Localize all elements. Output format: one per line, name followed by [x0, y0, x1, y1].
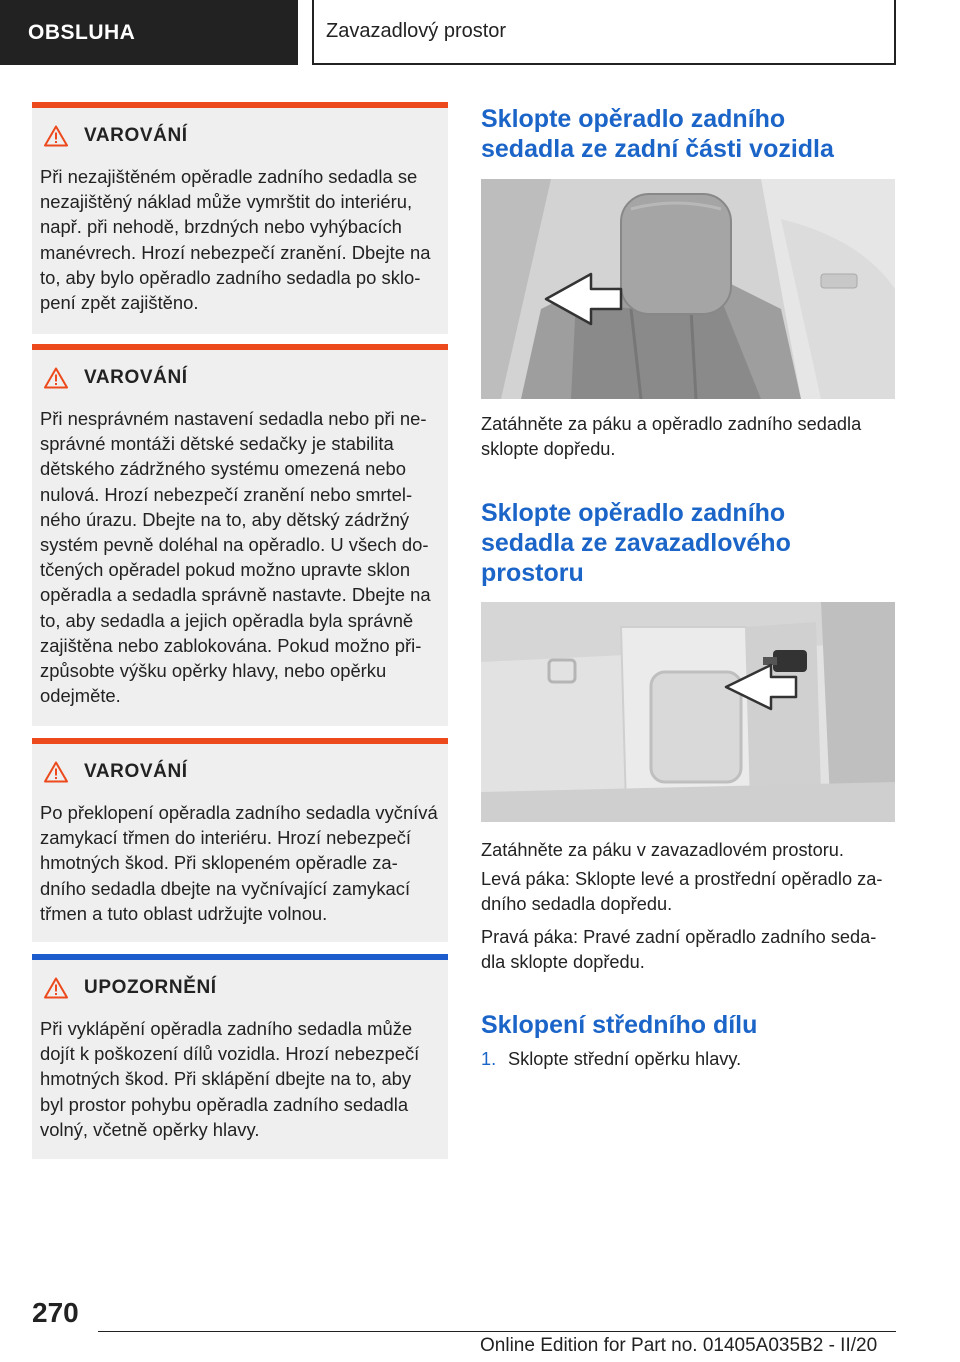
notice-line: hmotných škod. Při sklápění dbejte na to, aby	[40, 1068, 412, 1090]
heading-line: sedadla ze zadní části vozidla	[481, 135, 834, 163]
warning-heading	[32, 350, 448, 406]
warning-line: dětského zádržného systému omezená nebo	[40, 458, 406, 480]
warning-line: nezajištěný náklad může vymrštit do interiéru,	[40, 191, 413, 213]
warning-triangle-icon	[44, 367, 68, 389]
notice-line: volný, včetně opěrky hlavy.	[40, 1118, 260, 1140]
section-label	[0, 0, 298, 65]
section-label-text: OBSLUHA	[28, 20, 136, 44]
instruction-4	[481, 925, 901, 975]
notice-heading-text: UPOZORNĚNÍ	[84, 977, 217, 998]
heading-line: Sklopení středního dílu	[481, 1011, 758, 1039]
instruction-line: dla sklopte dopředu.	[481, 952, 645, 972]
page-number: 270	[32, 1297, 79, 1328]
warning-line: manévrech. Hrozí nebezpečí zranění. Dbejte na	[40, 241, 431, 263]
instruction-line: Zatáhněte za páku a opěradlo zadního sedadla	[481, 414, 862, 434]
notice-text	[32, 1016, 448, 1142]
warning-line: způsobte výšku opěrky hlavy, nebo opěrku	[40, 660, 387, 682]
warning-line: správné montáži dětské sedačky je stabilita	[40, 433, 394, 455]
warning-line: pení zpět zajištěno.	[40, 292, 199, 314]
warning-line: tčených opěradel pokud možno upravte sklon	[40, 559, 411, 581]
instruction-line: Zatáhněte za páku v zavazadlovém prostoru.	[481, 840, 844, 860]
heading-line: Sklopte opěradlo zadního	[481, 105, 786, 133]
notice-box	[32, 954, 448, 1159]
instruction-2	[481, 838, 901, 863]
headrest-illustration	[481, 179, 895, 399]
notice-line: byl prostor pohybu opěradla zadního sedadla	[40, 1093, 409, 1115]
warning-box-2	[32, 344, 448, 726]
warning-line: odejměte.	[40, 685, 121, 707]
warning-heading	[32, 744, 448, 800]
heading-line: sedadla ze zavazadlového	[481, 529, 791, 557]
section-heading-2	[481, 498, 901, 588]
warning-line: to, aby sedadla a jejich opěradla byla správně	[40, 609, 414, 631]
trunk-illustration	[481, 602, 895, 822]
instruction-3	[481, 867, 901, 917]
notice-triangle-icon	[44, 977, 68, 999]
footer-divider	[98, 1331, 896, 1332]
warning-line: třmen a tuto oblast udržujte volnou.	[40, 902, 328, 924]
warning-line: ného úrazu. Dbejte na to, aby dětský zádržný	[40, 508, 410, 530]
warning-line: systém pevně doléhal na opěradlo. U všech do‐	[40, 534, 429, 556]
notice-line: dojít k poškození dílů vozidla. Hrozí nebezpečí	[40, 1043, 420, 1065]
warning-text	[32, 164, 448, 315]
warning-line: nulová. Hrozí nebezpečí zranění nebo smrtel‐	[40, 483, 413, 505]
heading-line: Sklopte opěradlo zadního	[481, 499, 786, 527]
trunk-lever-image	[481, 602, 895, 822]
warning-text	[32, 406, 448, 708]
warning-heading-text: VAROVÁNÍ	[84, 125, 188, 146]
warning-heading-text: VAROVÁNÍ	[84, 367, 188, 388]
warning-text	[32, 800, 448, 926]
warning-line: dního sedadla dbejte na vyčnívající zamykací	[40, 877, 411, 899]
instruction-line: Levá páka: Sklopte levé a prostřední opěradlo za‐	[481, 869, 883, 889]
warning-line: hmotných škod. Při sklopeném opěradle za‐	[40, 852, 398, 874]
list-text: Sklopte střední opěrku hlavy.	[508, 1049, 742, 1069]
warning-heading	[32, 108, 448, 164]
warning-triangle-icon	[44, 125, 68, 147]
instruction-line: dního sedadla dopředu.	[481, 894, 673, 914]
list-number: 1.	[481, 1049, 497, 1069]
warning-line: Při nezajištěném opěradle zadního sedadla se	[40, 166, 418, 187]
notice-line: Při vyklápění opěradla zadního sedadla může	[40, 1018, 413, 1039]
rear-seat-headrest-image	[481, 179, 895, 399]
section-heading-1	[481, 104, 901, 164]
list-item	[481, 1047, 901, 1072]
section-heading-3	[481, 1010, 901, 1040]
warning-line: zajištěna nebo zablokována. Pokud možno při‐	[40, 634, 422, 656]
page-title-bar	[312, 0, 896, 65]
warning-line: Po překlopení opěradla zadního sedadla vyčnívá	[40, 802, 438, 823]
notice-heading	[32, 960, 448, 1016]
page-title: Zavazadlový prostor	[326, 20, 507, 42]
warning-line: např. při nehodě, brzdných nebo vyhýbacích	[40, 216, 402, 238]
instruction-line: sklopte dopředu.	[481, 439, 616, 459]
heading-line: prostoru	[481, 559, 584, 587]
instruction-1	[481, 412, 901, 462]
warning-line: opěradla a sedadla správně nastavte. Dbejte na	[40, 584, 431, 606]
warning-box-1	[32, 102, 448, 334]
edition-text: Online Edition for Part no. 01405A035B2 - II/20	[480, 1335, 878, 1356]
instruction-line: Pravá páka: Pravé zadní opěradlo zadního seda‐	[481, 927, 877, 947]
warning-heading-text: VAROVÁNÍ	[84, 761, 188, 782]
warning-line: Při nesprávném nastavení sedadla nebo při ne‐	[40, 408, 427, 429]
warning-triangle-icon	[44, 761, 68, 783]
warning-line: zamykací třmen do interiéru. Hrozí nebezpečí	[40, 827, 412, 849]
warning-line: to, aby bylo opěradlo zadního sedadla po sklo‐	[40, 266, 421, 288]
warning-box-3	[32, 738, 448, 942]
